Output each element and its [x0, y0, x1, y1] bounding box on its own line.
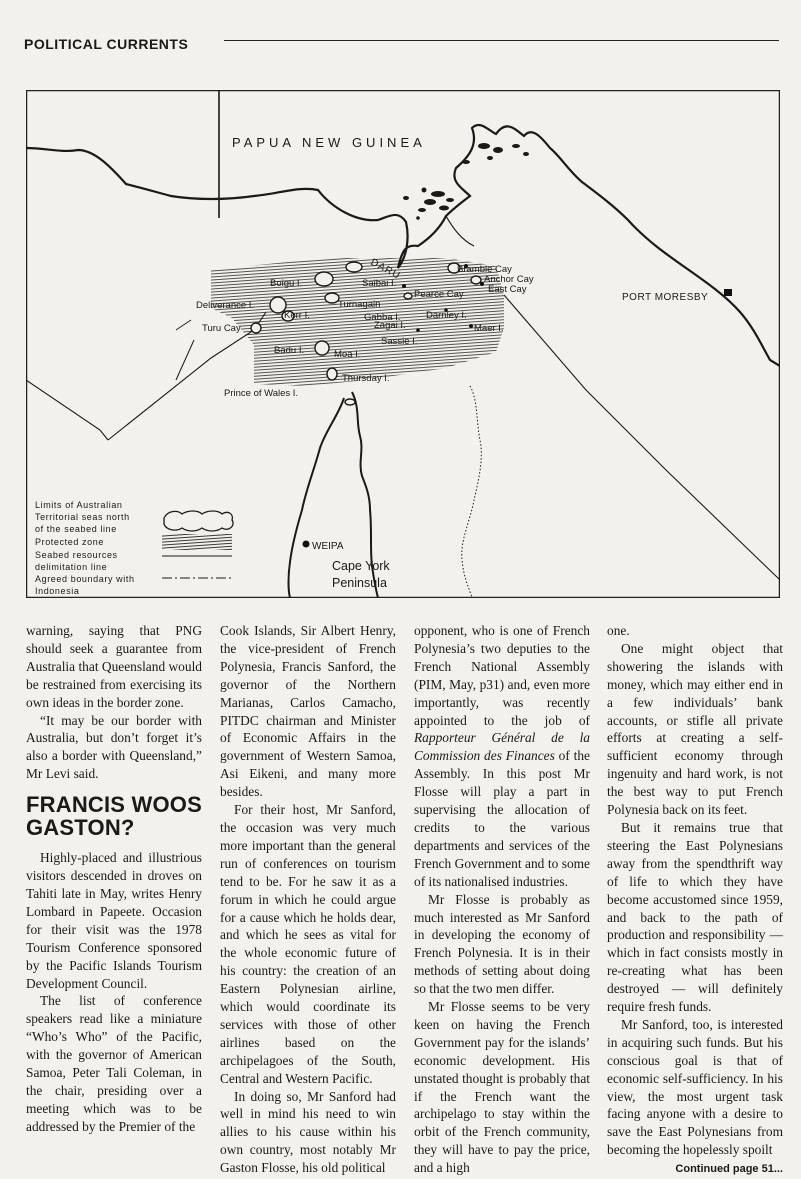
paragraph: Cook Islands, Sir Albert Henry, the vice-president of French Polynesia, Francis Sanford, the governor of the Northern Marianas, Carlos Camacho, PITDC chairman and Minister of Economic Affairs in the government of Western Samoa, Asi Eikeni, and many more besides. [220, 623, 396, 800]
label-papua-new-guinea: PAPUA NEW GUINEA [232, 135, 426, 150]
continued-link[interactable]: Continued page 51... [675, 1163, 783, 1176]
paragraph: warning, saying that PNG should seek a guarantee from Australia that Queensland would be restrained from exercising its own ideas in the border zone. [26, 623, 202, 710]
weipa-marker [303, 541, 310, 548]
header-rule [224, 40, 779, 41]
legend-limits-1: Limits of Australian [35, 500, 123, 510]
label-prince-of-wales: Prince of Wales I. [224, 388, 299, 399]
article-column-1 [26, 622, 202, 1136]
paragraph: But it remains true that steering the East Polynesians away from the spendthrift way of life to which they have become accustomed since 1959, and back to the path of production and responsibility — which in fact consists mostly in re-creating what has been destroyed — will definitely require fresh funds. [607, 819, 783, 1015]
legend-seabed-1: Seabed resources [35, 550, 118, 560]
label-cape-york-2: Peninsula [332, 576, 387, 590]
legend-agreed: Agreed boundary with [35, 574, 135, 584]
label-sassie: Sassie I. [381, 336, 418, 347]
label-kerr: Kerr I. [284, 310, 310, 321]
article-column-4 [607, 622, 783, 1179]
label-port-moresby: PORT MORESBY [622, 292, 709, 303]
label-daru: DARU [368, 256, 403, 282]
legend-seabed-2: delimitation line [35, 562, 108, 572]
label-pearce-cay: Pearce Cay [414, 289, 464, 300]
label-moa: Moa I. [334, 349, 361, 360]
paragraph: Mr Flosse is probably as much interested as Mr Sanford in developing the economy of French Polynesia. It is in their methods of setting about doing so that the two men differ. [414, 891, 590, 997]
legend-indonesia: Indonesia [35, 586, 80, 596]
legend-limits-symbol [164, 511, 233, 531]
label-turnagain: Turnagain [338, 299, 381, 310]
label-darnley: Darnley I. [426, 310, 467, 321]
text-run: opponent, who is one of French Polynesia’s two deputies to the French National Assembly (PIM, May, p31) and, even more importantly, was recently appointed to the job of [414, 623, 590, 728]
label-gabba: Gabba I. [364, 312, 401, 323]
paragraph: The list of conference speakers read like a miniature “Who’s Who” of the Pacific, with the governor of American Samoa, Peter Tali Coleman, in the chair, presiding over a meeting which was to be addressed by the Premier of the [26, 993, 202, 1134]
paragraph: One might object that showering the islands with money, which may either end in a few individuals’ bank accounts, or stifle all private efforts at creating a self-sufficient economy through ingenuity and hard work, is not the best way to put French Polynesia back on its feet. [607, 640, 783, 818]
label-east-cay: East Cay [488, 284, 527, 295]
legend-limits-3: of the seabed line [35, 524, 117, 534]
label-bramble-cay: Bramble Cay [457, 264, 512, 275]
paragraph: In doing so, Mr Sanford had well in mind his need to win allies to his cause within his own country, most notably Mr Gaston Flosse, his old political [220, 1088, 396, 1176]
label-thursday: Thursday I. [342, 373, 390, 384]
label-anchor-cay: Anchor Cay [484, 274, 534, 285]
article-column-2 [220, 622, 396, 1177]
legend-protected-symbol [162, 534, 232, 550]
label-boigu: Boigu I. [270, 278, 303, 289]
port-moresby-marker [724, 289, 732, 296]
label-cape-york-1: Cape York [332, 559, 390, 573]
paragraph: Highly-placed and illustrious visitors descended in droves on Tahiti late in May, writes Henry Lombard in Papeete. Occasion for their visit was the 1978 Tourism Conference sponsored by the Pacific Islands Tourism Development Council. [26, 850, 202, 991]
label-turu-cay: Turu Cay [202, 323, 241, 334]
label-zagai: Zagai I. [374, 320, 406, 331]
label-weipa: WEIPA [312, 541, 344, 552]
legend-limits-2: Territorial seas north [35, 512, 130, 522]
paragraph [414, 622, 590, 891]
paragraph: one. [607, 623, 630, 638]
label-badu: Badu I. [274, 345, 305, 356]
torres-strait-map [26, 90, 780, 598]
label-deliverance: Deliverance I. [196, 300, 255, 311]
paragraph: For their host, Mr Sanford, the occasion was very much more important than the general run of conferences on tourism tend to be. For he saw it as a forum in which he could argue for a cause which he holds dear, and which he sees as vital for the whole economic future of his country: the creation of an Eastern Polynesian airline, which would coordinate its services with those of other airlines based on the archipelagoes of the South, Central and Western Pacific. [220, 802, 396, 1086]
label-maer: Maer I. [474, 323, 504, 334]
page-header [24, 30, 779, 52]
article-column-3 [414, 622, 590, 1177]
paragraph: Mr Sanford, too, is interested in acquiring such funds. But his conscious goal is that of economic self-sufficiency. In his view, the most urgent task facing anyone with a desire to save the East Polynesians from becoming the hopelessly spoilt [607, 1016, 783, 1158]
label-saibai: Saibai I. [362, 278, 397, 289]
section-kicker: POLITICAL CURRENTS [24, 36, 189, 52]
legend-protected: Protected zone [35, 537, 104, 547]
paragraph: Mr Flosse seems to be very keen on having the French Government pay for the islands’ economic development. His unstated thought is probably that if the French want the archipelago to stay within the orbit of the French community, they will have to pay the price, and a high [414, 999, 590, 1176]
italic-title: Rapporteur Général de la Commission des Finances [414, 730, 590, 764]
text-run: of the Assembly. In this post Mr Flosse will play a part in supervising the allocation of credits to the various departments and services of the French Government and to some of its nationalised industries. [414, 748, 590, 889]
article-headline: FRANCIS WOOS GASTON? [26, 792, 202, 841]
paragraph: “It may be our border with Australia, but don’t forget it’s also a border with Queensland,” Mr Levi said. [26, 712, 202, 782]
